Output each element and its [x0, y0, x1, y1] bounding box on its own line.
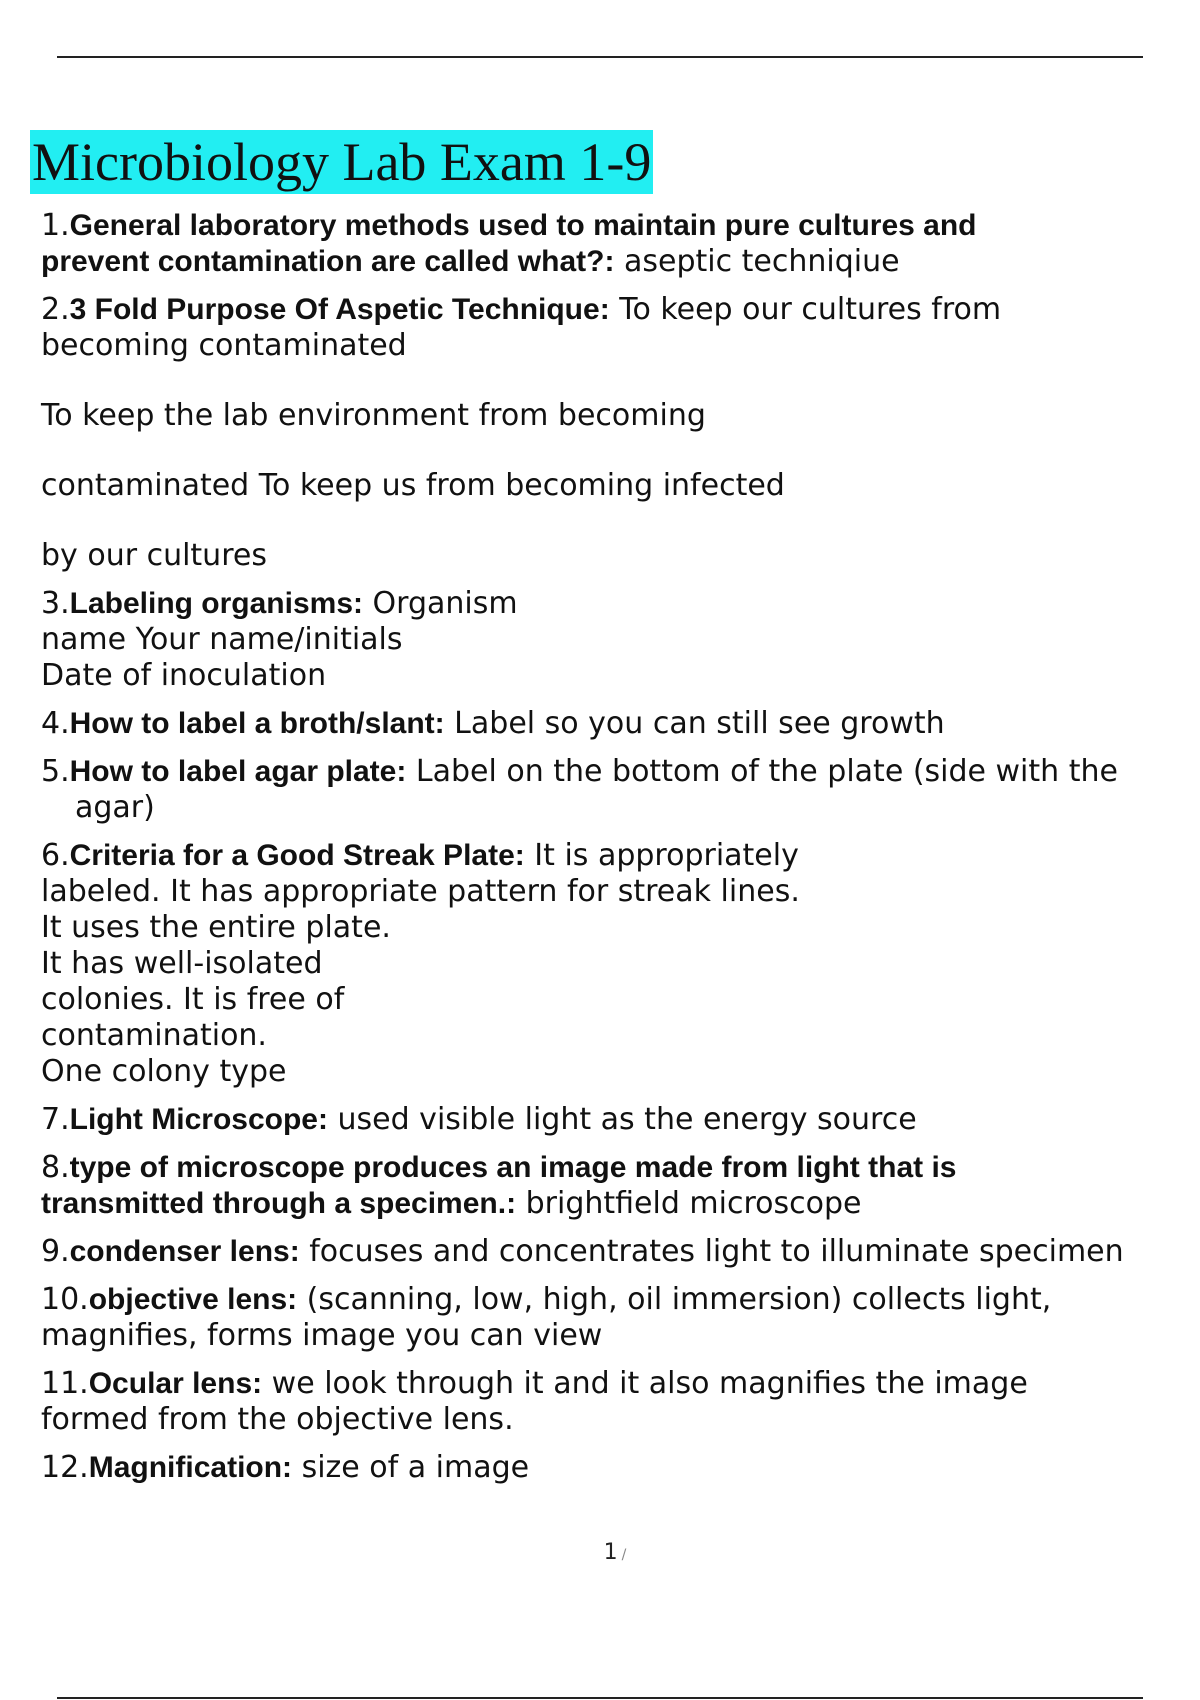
answer-text: becoming contaminated [41, 328, 407, 363]
answer-text: used visible light as the energy source [327, 1102, 917, 1137]
question-text: objective lens: [88, 1283, 298, 1316]
list-item [41, 1150, 1200, 1222]
footer-rule [57, 1697, 1143, 1699]
question-text: General laboratory methods used to maintain pure cultures and [69, 209, 977, 242]
answer-text: To keep the lab environment from becoming [41, 398, 706, 433]
answer-text: we look through it and it also magnifies the image [262, 1366, 1028, 1401]
answer-text: colonies. It is free of [41, 982, 345, 1017]
answer-text: Organism [363, 586, 518, 621]
answer-text: formed from the objective lens. [41, 1402, 514, 1437]
page-number [0, 1540, 1200, 1565]
list-item [41, 1102, 1200, 1138]
question-text: transmitted through a specimen.: [41, 1187, 517, 1220]
answer-text: Date of inoculation [41, 658, 327, 693]
answer-text: by our cultures [41, 538, 267, 573]
item-number: 6. [41, 838, 70, 873]
list-item [41, 1234, 1200, 1270]
question-text: Magnification: [88, 1451, 293, 1484]
page-number-value: 1 [603, 1540, 618, 1565]
item-number: 3. [41, 586, 70, 621]
item-number: 4. [41, 706, 70, 741]
list-item [41, 838, 1200, 1090]
header-rule [57, 56, 1143, 58]
question-text: condenser lens: [69, 1235, 300, 1268]
question-text: Ocular lens: [88, 1367, 263, 1400]
item-number: 9. [41, 1234, 70, 1269]
item-number: 7. [41, 1102, 70, 1137]
list-item [41, 754, 1200, 826]
answer-text: One colony type [41, 1054, 287, 1089]
item-number: 10. [41, 1282, 89, 1317]
item-number: 11. [41, 1366, 89, 1401]
question-text: Criteria for a Good Streak Plate: [69, 839, 525, 872]
answer-text: To keep our cultures from [609, 292, 1002, 327]
question-text: How to label a broth/slant: [69, 707, 445, 740]
answer-text: name Your name/initials [41, 622, 403, 657]
question-text: Labeling organisms: [69, 587, 364, 620]
item-number: 5. [41, 754, 70, 789]
answer-text: focuses and concentrates light to illuminate specimen [299, 1234, 1124, 1269]
answer-text: (scanning, low, high, oil immersion) collects light, [297, 1282, 1052, 1317]
answer-text: brightfield microscope [516, 1186, 862, 1221]
list-item [41, 706, 1200, 742]
list-item [41, 586, 1200, 694]
answer-text: agar) [75, 790, 155, 825]
question-text: prevent contamination are called what?: [41, 245, 615, 278]
list-item [41, 292, 1200, 574]
document-title: Microbiology Lab Exam 1-9 [32, 132, 652, 192]
answer-text: magnifies, forms image you can view [41, 1318, 603, 1353]
answer-text: aseptic techniqiue [614, 244, 900, 279]
answer-text: It is appropriately [524, 838, 799, 873]
list-item [41, 208, 1200, 280]
question-text: Light Microscope: [69, 1103, 328, 1136]
question-text: 3 Fold Purpose Of Aspetic Technique: [69, 293, 610, 326]
list-item [41, 1450, 1200, 1486]
answer-text: Label so you can still see growth [444, 706, 945, 741]
answer-text: size of a image [292, 1450, 530, 1485]
question-text: How to label agar plate: [69, 755, 407, 788]
answer-text: contamination. [41, 1018, 267, 1053]
list-item [41, 1366, 1200, 1438]
question-text: type of microscope produces an image made from light that is [69, 1151, 957, 1184]
item-number: 2. [41, 292, 70, 327]
answer-text: contaminated To keep us from becoming infected [41, 468, 785, 503]
answer-text: It uses the entire plate. [41, 910, 391, 945]
page-separator: / [621, 1547, 627, 1563]
item-number: 12. [41, 1450, 89, 1485]
list-item [41, 1282, 1200, 1354]
answer-text: Label on the bottom of the plate (side with the [406, 754, 1118, 789]
item-number: 1. [41, 208, 70, 243]
answer-text: It has well-isolated [41, 946, 323, 981]
answer-text: labeled. It has appropriate pattern for streak lines. [41, 874, 800, 909]
item-number: 8. [41, 1150, 70, 1185]
question-list [41, 208, 1200, 1498]
